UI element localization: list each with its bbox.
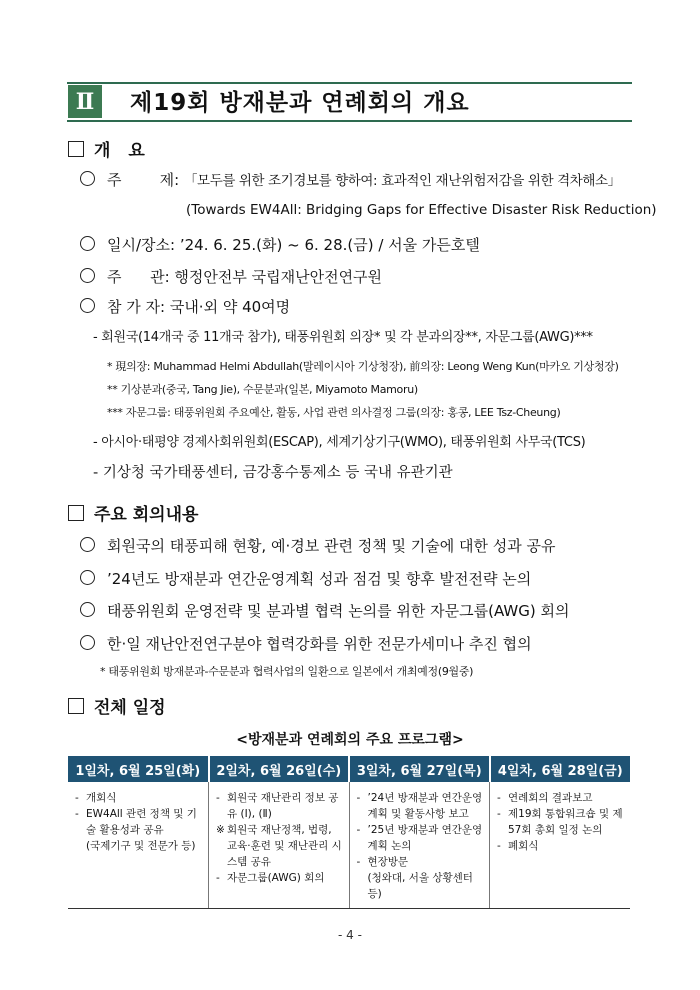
page-number: - 4 -: [338, 928, 362, 942]
day1-header: 1일차, 6월 25일(화): [68, 756, 209, 782]
day2-header: 2일차, 6월 26일(수): [209, 756, 350, 782]
member-line: - 회원국(14개국 중 11개국 참가), 태풍위원회 의장* 및 각 분과의장**, 자문그룹(AWG)***: [93, 330, 593, 345]
circle-bullet-icon: [80, 298, 95, 313]
theme-english: (Towards EW4All: Bridging Gaps for Effective Disaster Risk Reduction): [186, 202, 657, 218]
day3-header: 3일차, 6월 27일(목): [349, 756, 490, 782]
checkbox-square-icon: [68, 505, 84, 521]
schedule-item: - EW4All 관련 정책 및 기술 활용성과 공유: [75, 808, 197, 836]
circle-bullet-icon: [80, 268, 95, 283]
checkbox-square-icon: [68, 698, 84, 714]
agenda-item: 태풍위원회 운영전략 및 분과별 협력 논의를 위한 자문그룹(AWG) 회의: [80, 600, 570, 621]
theme-label: 주 제:: [107, 171, 184, 189]
schedule-item: - 연례회의 결과보고: [497, 792, 593, 804]
section-schedule-heading: 전체 일정: [68, 693, 166, 718]
title-bottom-rule: [67, 120, 632, 122]
schedule-table: [68, 756, 630, 909]
schedule-item: - ’24년 방재분과 연간운영 계획 및 활동사항 보고: [356, 792, 483, 820]
domestic-orgs-line: - 기상청 국가태풍센터, 금강홍수통제소 등 국내 유관기관: [93, 465, 453, 481]
agenda-item: 회원국의 태풍피해 현황, 예·경보 관련 정책 및 기술에 대한 성과 공유: [80, 535, 555, 556]
section-overview-heading: 개 요: [68, 136, 151, 161]
circle-bullet-icon: [80, 602, 95, 617]
organizer-row: 주 관: 행정안전부 국립재난안전연구원: [80, 266, 382, 287]
schedule-item: - ’25년 방재분과 연간운영 계획 논의: [356, 824, 483, 852]
day3-cell: [349, 782, 490, 909]
schedule-item: - 현장방문: [356, 856, 409, 868]
schedule-item: (국제기구 및 전문가 등): [86, 840, 196, 852]
agenda-item: 한·일 재난안전연구분야 협력강화를 위한 전문가세미나 추진 협의: [80, 633, 532, 654]
circle-bullet-icon: [80, 537, 95, 552]
page-title: 제19회 방재분과 연례회의 개요: [130, 90, 470, 116]
participants-row: 참 가 자: 국내·외 약 40여명: [80, 296, 290, 317]
agenda-item: ’24년도 방재분과 연간운영계획 성과 점검 및 향후 발전전략 논의: [80, 568, 531, 589]
schedule-item: (청와대, 서울 상황센터 등): [367, 872, 473, 900]
circle-bullet-icon: [80, 236, 95, 251]
datetime-row: 일시/장소: ’24. 6. 25.(화) ~ 6. 28.(금) / 서울 가든호텔: [80, 234, 480, 255]
circle-bullet-icon: [80, 171, 95, 186]
note-chair: * 現의장: Muhammad Helmi Abdullah(말레이시아 기상청장), 前의장: Leong Weng Kun(마카오 기상청장): [107, 360, 619, 373]
day4-header: 4일차, 6월 28일(금): [490, 756, 631, 782]
agenda-note: * 태풍위원회 방재분과-수문분과 협력사업의 일환으로 일본에서 개최예정(9월중): [100, 665, 474, 678]
checkbox-square-icon: [68, 141, 84, 157]
schedule-item: - 자문그룹(AWG) 회의: [216, 872, 325, 884]
circle-bullet-icon: [80, 635, 95, 650]
circle-bullet-icon: [80, 570, 95, 585]
chapter-number: Ⅱ: [68, 85, 102, 118]
schedule-item: - 회원국 재난관리 정보 공유 (Ⅰ), (Ⅱ): [216, 792, 339, 820]
note-subchairs: ** 기상분과(중국, Tang Jie), 수문분과(일본, Miyamoto Mamoru): [107, 383, 418, 396]
theme-value: 「모두를 위한 조기경보를 향하여: 효과적인 재난위험저감을 위한 격차해소」: [183, 173, 621, 189]
schedule-item: - 폐회식: [497, 840, 539, 852]
section-agenda-heading: 주요 회의내용: [68, 500, 198, 525]
schedule-caption: <방재분과 연례회의 주요 프로그램>: [236, 732, 464, 748]
note-awg: *** 자문그룹: 태풍위원회 주요예산, 활동, 사업 관련 의사결정 그룹(의장: 홍콩, LEE Tsz-Cheung): [107, 406, 561, 419]
schedule-item: - 개회식: [75, 792, 117, 804]
theme-row: [80, 169, 621, 190]
day2-cell: [209, 782, 350, 909]
day4-cell: [490, 782, 631, 909]
intl-orgs-line: - 아시아·태평양 경제사회위원회(ESCAP), 세계기상기구(WMO), 태풍위원회 사무국(TCS): [93, 435, 586, 450]
schedule-item: - 제19회 통합워크숍 및 제57회 총회 일정 논의: [497, 808, 623, 836]
schedule-item: ※ 회원국 재난정책, 법령, 교육·훈련 및 재난관리 시스템 공유: [216, 824, 342, 868]
day1-cell: [68, 782, 209, 909]
